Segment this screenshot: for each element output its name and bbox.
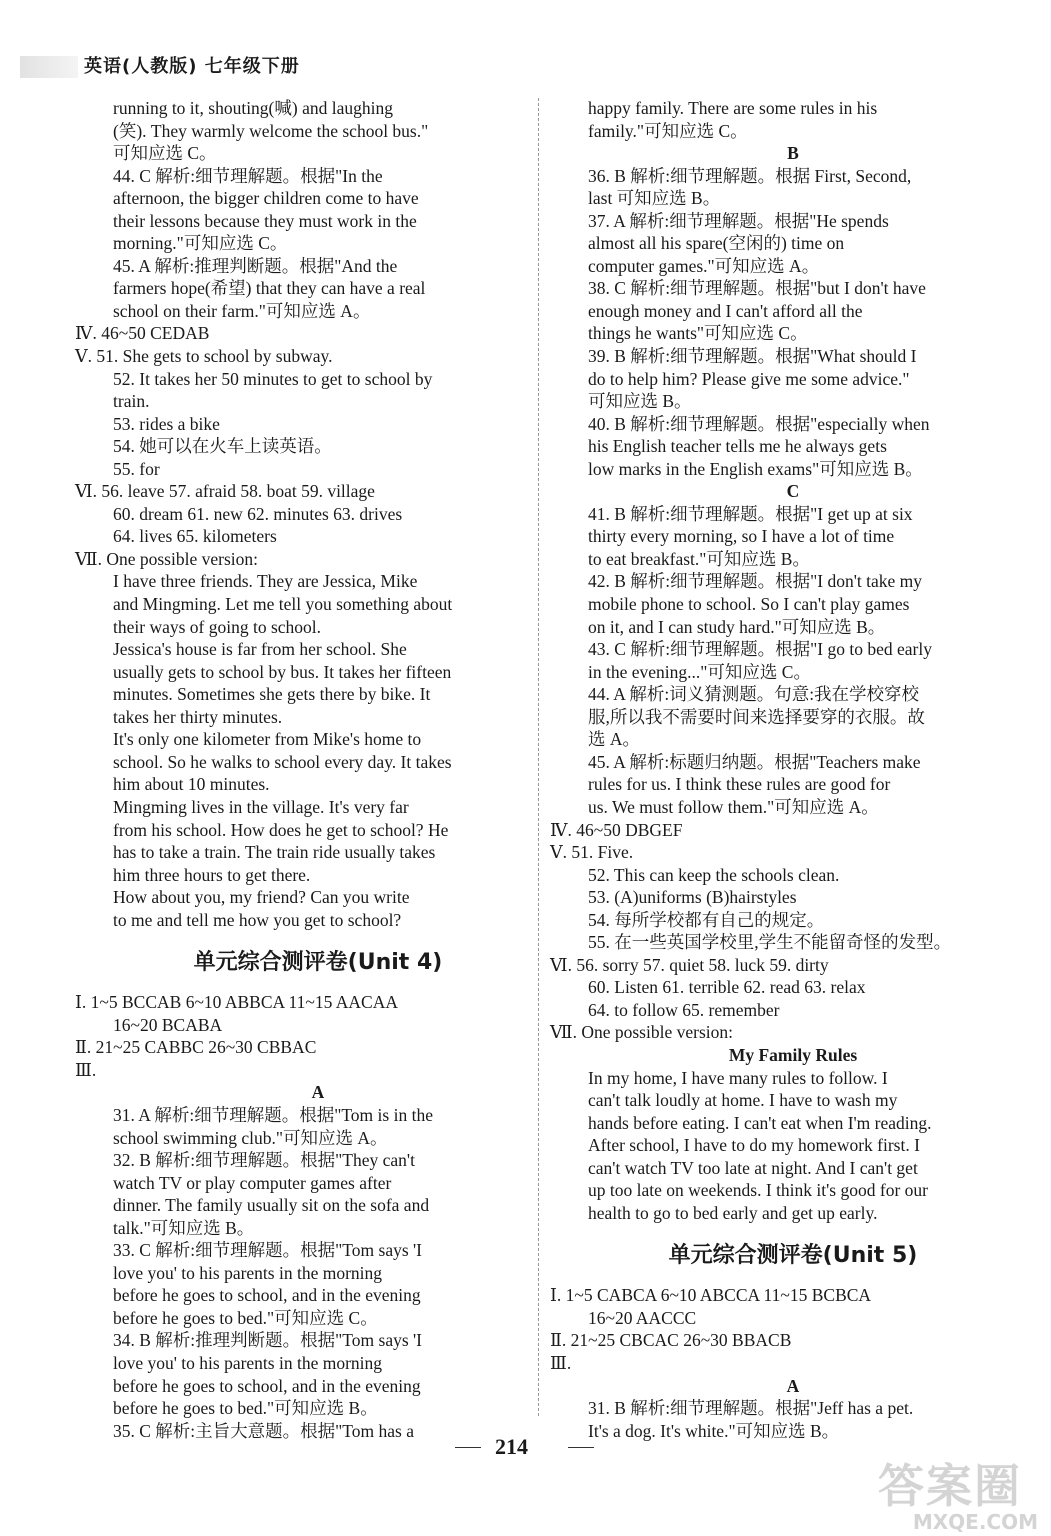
left-column-line: Ⅰ. 1~5 BCCAB 6~10 ABBCA 11~15 AACAA [75, 992, 398, 1013]
left-column-line: 34. B 解析:推理判断题。根据"Tom says 'I [113, 1330, 423, 1351]
right-column-line: happy family. There are some rules in his [588, 98, 878, 118]
column-divider [538, 98, 539, 1416]
left-column-line: 64. lives 65. kilometers [113, 526, 277, 547]
right-column-line: hands before eating. I can't eat when I'm reading. [588, 1112, 932, 1133]
right-column-line: last 可知应选 B。 [588, 188, 721, 209]
page-number: 214 [495, 1434, 528, 1459]
left-column-line: 16~20 BCABA [113, 1014, 223, 1035]
left-column-line: Ⅲ. [75, 1059, 97, 1080]
right-column [550, 97, 998, 1442]
left-column-line: I have three friends. They are Jessica, Mike [113, 571, 418, 592]
left-column-line: and Mingming. Let me tell you something about [113, 594, 453, 615]
right-column-line: It's a dog. It's white."可知应选 B。 [588, 1420, 840, 1441]
left-column-line: Mingming lives in the village. It's very far [113, 796, 409, 817]
right-column-line: 16~20 AACCC [588, 1307, 697, 1328]
left-column-line: minutes. Sometimes she gets there by bike. It [113, 684, 431, 705]
right-column-line: 40. B 解析:细节理解题。根据"especially when [588, 413, 930, 434]
right-column-line: C [786, 481, 800, 502]
left-column-line: 45. A 解析:推理判断题。根据"And the [113, 255, 398, 276]
left-column-line: 53. rides a bike [113, 413, 220, 434]
right-column-line: Ⅴ. 51. Five. [550, 842, 634, 863]
right-column-line: 54. 每所学校都有自己的规定。 [588, 909, 825, 930]
right-column-line: 37. A 解析:细节理解题。根据"He spends [588, 210, 889, 231]
right-column-line: A [786, 1375, 800, 1396]
left-column-line: usually gets to school by bus. It takes her fifteen [113, 661, 452, 682]
left-column-line: their ways of going to school. [113, 616, 322, 637]
right-column-line: 38. C 解析:细节理解题。根据"but I don't have [588, 278, 926, 299]
watermark-bottom-text: MXQE.COM [912, 1510, 1038, 1534]
right-column-line: 42. B 解析:细节理解题。根据"I don't take my [588, 571, 923, 592]
right-column-line: can't watch TV too late at night. And I can't get [588, 1157, 918, 1178]
page-header-title: 英语(人教版) 七年级下册 [84, 56, 300, 77]
left-column-line: love you' to his parents in the morning [113, 1352, 383, 1373]
left-column-line: morning."可知应选 C。 [113, 233, 288, 254]
left-column-line: It's only one kilometer from Mike's home to [113, 729, 422, 750]
right-column-line: Ⅳ. 46~50 DBGEF [550, 819, 683, 840]
right-column-line: in the evening..."可知应选 C。 [588, 661, 811, 682]
left-column-line: talk."可知应选 B。 [113, 1217, 255, 1238]
right-column-line: Ⅶ. One possible version: [550, 1022, 733, 1043]
right-column-line: 单元综合测评卷(Unit 5) [668, 1243, 918, 1269]
left-column-line: to me and tell me how you get to school? [113, 909, 402, 930]
left-column-line: 35. C 解析:主旨大意题。根据"Tom has a [113, 1420, 414, 1441]
left-column-line: How about you, my friend? Can you write [113, 887, 410, 908]
right-column-line: to eat breakfast."可知应选 B。 [588, 548, 810, 569]
left-column-line: 52. It takes her 50 minutes to get to school by [113, 368, 433, 389]
left-column-line: takes her thirty minutes. [113, 706, 283, 727]
right-column-line: thirty every morning, so I have a lot of time [588, 526, 895, 547]
right-column-line: enough money and I can't afford all the [588, 300, 863, 321]
left-column-line: 33. C 解析:细节理解题。根据"Tom says 'I [113, 1240, 423, 1261]
left-column-line: (笑). They warmly welcome the school bus." [113, 120, 429, 141]
right-column-line: 可知应选 B。 [588, 391, 692, 412]
left-column-line: school on their farm."可知应选 A。 [113, 300, 371, 321]
left-column-line: before he goes to school, and in the evening [113, 1285, 421, 1306]
right-column-line: can't talk loudly at home. I have to wash my [588, 1090, 898, 1111]
left-column [75, 97, 523, 1442]
left-column-line: afternoon, the bigger children come to have [113, 188, 419, 209]
left-column-line: 54. 她可以在火车上读英语。 [113, 436, 332, 457]
left-column-line: their lessons because they must work in the [113, 210, 417, 231]
right-column-line: 41. B 解析:细节理解题。根据"I get up at six [588, 503, 913, 524]
left-column-line: school swimming club."可知应选 A。 [113, 1127, 388, 1148]
right-column-line: do to help him? Please give me some advice." [588, 368, 910, 389]
header-decor-block [20, 56, 78, 78]
right-column-line: 43. C 解析:细节理解题。根据"I go to bed early [588, 639, 932, 660]
right-column-line: 36. B 解析:细节理解题。根据 First, Second, [588, 165, 912, 186]
left-column-line: from his school. How does he get to school? He [113, 819, 449, 840]
left-column-line: love you' to his parents in the morning [113, 1262, 383, 1283]
left-column-line: Ⅳ. 46~50 CEDAB [75, 323, 210, 344]
right-column-line: rules for us. I think these rules are good for [588, 774, 891, 795]
left-column-line: 单元综合测评卷(Unit 4) [193, 950, 443, 976]
left-column-line: him three hours to get there. [113, 864, 311, 885]
right-column-line: on it, and I can study hard."可知应选 B。 [588, 616, 886, 637]
right-column-line: 64. to follow 65. remember [588, 999, 780, 1020]
right-column-line: Ⅱ. 21~25 CBCAC 26~30 BBACB [550, 1330, 792, 1351]
left-column-line: before he goes to bed."可知应选 C。 [113, 1307, 378, 1328]
right-column-line: his English teacher tells me he always gets [588, 436, 887, 457]
left-column-line: before he goes to school, and in the evening [113, 1375, 421, 1396]
right-column-line: 45. A 解析:标题归纳题。根据"Teachers make [588, 751, 921, 772]
right-column-line: 39. B 解析:细节理解题。根据"What should I [588, 346, 917, 367]
watermark-top-text: 答案圈 [878, 1459, 1022, 1513]
right-column-line: health to go to bed early and get up early. [588, 1202, 878, 1223]
left-column-line: school. So he walks to school every day. It takes [113, 751, 452, 772]
right-column-line: In my home, I have many rules to follow. I [588, 1067, 888, 1088]
watermark-logo [878, 1450, 1038, 1534]
right-column-line: Ⅲ. [550, 1352, 572, 1373]
left-column-line: 60. dream 61. new 62. minutes 63. drives [113, 503, 403, 524]
left-column-line: dinner. The family usually sit on the sofa and [113, 1195, 430, 1216]
right-column-line: B [787, 143, 799, 164]
right-column-line: My Family Rules [728, 1044, 858, 1065]
right-column-line: 53. (A)uniforms (B)hairstyles [588, 887, 797, 908]
left-column-line: him about 10 minutes. [113, 774, 270, 795]
left-column-line: 44. C 解析:细节理解题。根据"In the [113, 165, 383, 186]
left-column-line: Ⅱ. 21~25 CABBC 26~30 CBBAC [75, 1037, 317, 1058]
left-column-line: watch TV or play computer games after [113, 1172, 392, 1193]
left-column-line: 可知应选 C。 [113, 143, 217, 164]
left-column-line: Ⅴ. 51. She gets to school by subway. [75, 346, 333, 367]
left-column-line: 31. A 解析:细节理解题。根据"Tom is in the [113, 1104, 433, 1125]
right-column-line: 31. B 解析:细节理解题。根据"Jeff has a pet. [588, 1398, 914, 1419]
left-column-line: Ⅶ. One possible version: [75, 548, 258, 569]
right-column-line: low marks in the English exams"可知应选 B。 [588, 458, 923, 479]
left-column-line: before he goes to bed."可知应选 B。 [113, 1398, 378, 1419]
footer-dash-right [568, 1447, 594, 1448]
right-column-line: almost all his spare(空闲的) time on [588, 233, 845, 254]
right-column-line: Ⅰ. 1~5 CABCA 6~10 ABCCA 11~15 BCBCA [550, 1285, 872, 1306]
right-column-line: 55. 在一些英国学校里,学生不能留奇怪的发型。 [588, 932, 952, 953]
right-column-line: computer games."可知应选 A。 [588, 255, 820, 276]
left-column-line: has to take a train. The train ride usually takes [113, 842, 436, 863]
right-column-line: things he wants"可知应选 C。 [588, 323, 808, 344]
right-column-line: us. We must follow them."可知应选 A。 [588, 796, 879, 817]
left-column-line: Jessica's house is far from her school. She [113, 639, 407, 660]
left-column-line: A [311, 1082, 325, 1103]
left-column-line: 32. B 解析:细节理解题。根据"They can't [113, 1150, 415, 1171]
right-column-line: Ⅵ. 56. sorry 57. quiet 58. luck 59. dirty [550, 954, 829, 975]
right-column-line: up too late on weekends. I think it's good for our [588, 1180, 928, 1201]
right-column-line: After school, I have to do my homework first. I [588, 1135, 920, 1156]
right-column-line: 52. This can keep the schools clean. [588, 864, 840, 885]
left-column-line: farmers hope(希望) that they can have a real [113, 278, 426, 299]
right-column-line: 选 A。 [588, 729, 641, 750]
right-column-line: 60. Listen 61. terrible 62. read 63. relax [588, 977, 866, 998]
left-column-line: train. [113, 391, 150, 412]
right-column-line: 服,所以我不需要时间来选择要穿的衣服。故 [588, 706, 925, 727]
left-column-line: Ⅵ. 56. leave 57. afraid 58. boat 59. village [75, 481, 375, 502]
footer-dash-left [455, 1447, 481, 1448]
left-column-line: 55. for [113, 458, 160, 479]
right-column-line: mobile phone to school. So I can't play games [588, 594, 910, 615]
right-column-line: 44. A 解析:词义猜测题。句意:我在学校穿校 [588, 684, 920, 705]
right-column-line: family."可知应选 C。 [588, 120, 748, 141]
left-column-line: running to it, shouting(喊) and laughing [113, 98, 393, 118]
